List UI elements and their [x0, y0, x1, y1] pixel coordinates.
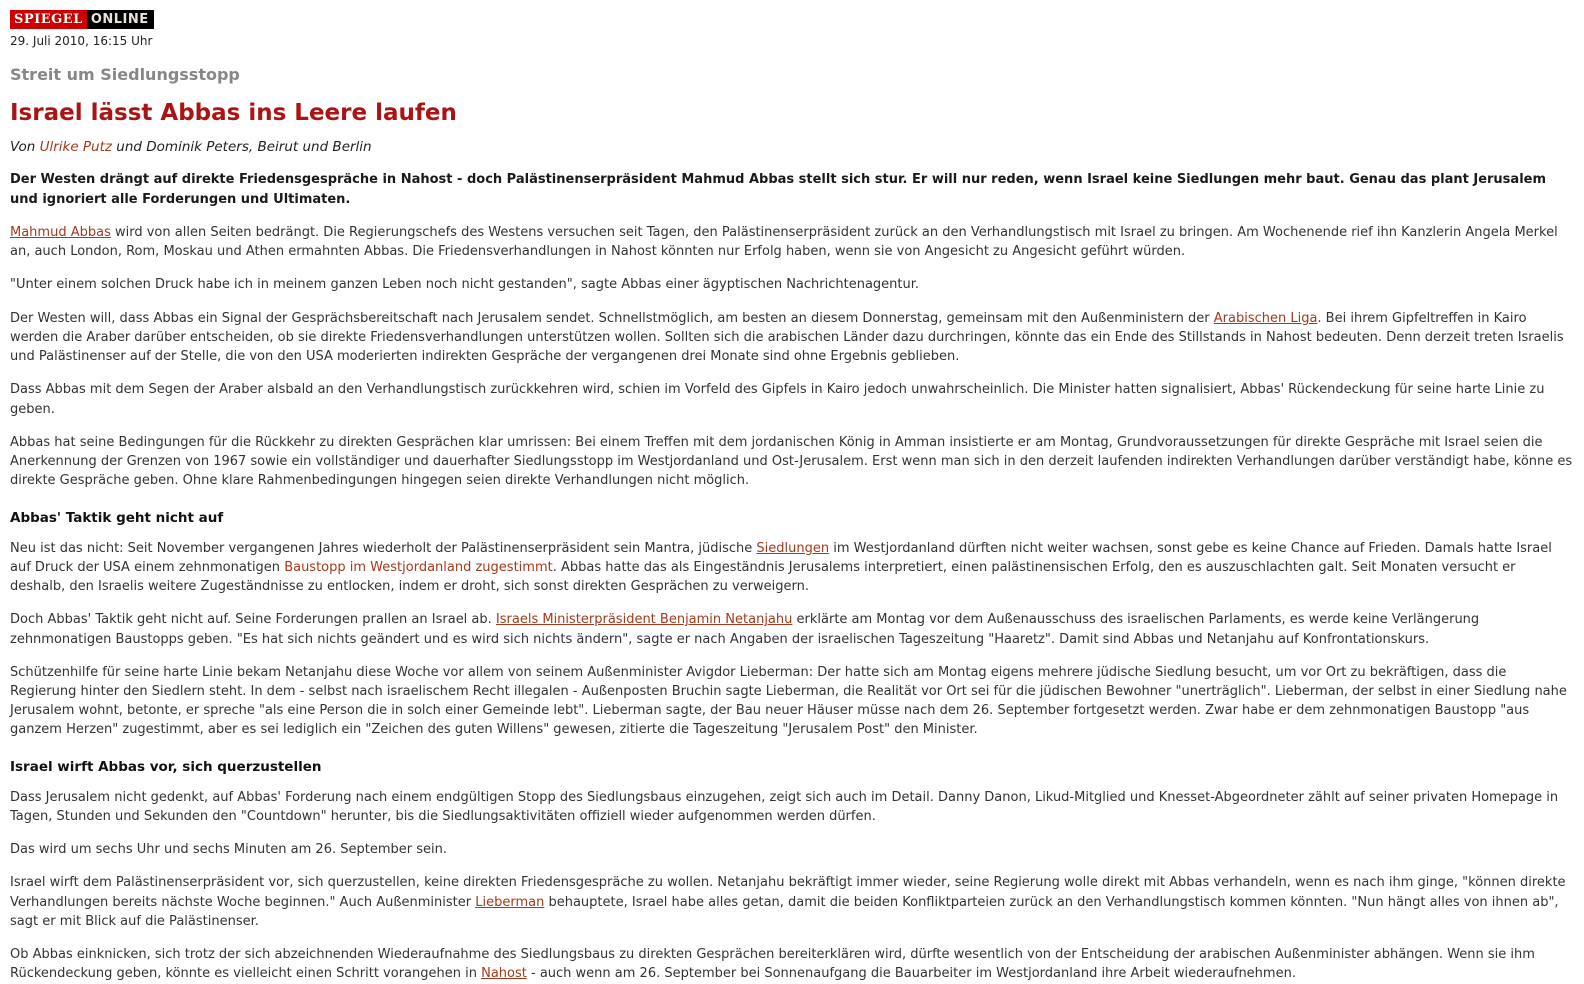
article-paragraph: Dass Abbas mit dem Segen der Araber alsbald an den Verhandlungstisch zurückkehren wird, schien im Vorfeld des Gipfels in Kairo jedoch unwahrscheinlich. Die Minister hatten signalisiert, Abbas' Rückendeckung für seine harte Linie zu geben. [10, 382, 1545, 417]
article-date: 29. Juli 2010, 16:15 Uhr [10, 34, 153, 48]
spiegel-online-logo[interactable] [10, 10, 154, 29]
article-paragraph: Ob Abbas einknicken, sich trotz der sich abzeichnenden Wiederaufnahme des Siedlungsbaus zu direkten Gesprächen bereiterklären wird, dürfte wesentlich von der Entscheidung der arabischen Außenminister abhängen. Wenn sie ihm Rückendeckung geben, könnte es vielleicht einen Schritt vorangehen in Nahost - auch wenn am 26. September bei Sonnenaufgang die Bauarbeiter im Westjordanland ihre Arbeit wiederaufnehmen. [10, 947, 1535, 982]
article-paragraph: Abbas hat seine Bedingungen für die Rückkehr zu direkten Gesprächen klar umrissen: Bei einem Treffen mit dem jordanischen König in Amman insistierte er am Montag, Grundvoraussetzungen für direkte Gespräche mit Israel seien die Anerkennung der Grenzen von 1967 sowie ein vollständiger und dauerhafter Siedlungsstopp im Westjordanland und Ost-Jerusalem. Erst wenn man sich in den derzeit laufenden indirekten Verhandlungen darüber verständigt habe, könne es direkte Gespräche geben. Ohne klare Rahmenbedingungen hingegen seien direkte Verhandlungen nicht möglich. [10, 434, 1573, 489]
article-byline: Von Ulrike Putz und Dominik Peters, Beirut und Berlin [10, 139, 372, 155]
inline-link[interactable]: Baustopp im Westjordanland zugestimmt [284, 559, 553, 575]
article-paragraph: Dass Jerusalem nicht gedenkt, auf Abbas' Forderung nach einem endgültigen Stopp des Siedlungsbaus einzugehen, zeigt sich auch im Detail. Danny Danon, Likud-Mitglied und Knesset-Abgeordneter zählt auf seiner privaten Homepage in Tagen, Stunden und Sekunden den "Countdown" herunter, bis die Siedlungsaktivitäten offiziell wieder aufgenommen werden dürfen. [10, 789, 1559, 824]
section-subheading: Abbas' Taktik geht nicht auf [10, 509, 224, 526]
article-paragraph: Neu ist das nicht: Seit November vergangenen Jahres wiederholt der Palästinenserpräsident sein Mantra, jüdische Siedlungen im Westjordanland dürften nicht weiter wachsen, sonst gebe es keine Chance auf Frieden. Damals hatte Israel auf Druck der USA einem zehnmonatigen Baustopp im Westjordanland zugestimmt. Abbas hatte das als Eingeständnis Jerusalems interpretiert, einen palästinensischen Erfolg, den es auszuschlachten galt. Seit Monaten versucht er deshalb, den Israelis weitere Zugeständnisse zu entlocken, indem er droht, sich sonst direkten Gesprächen zu verweigern. [10, 540, 1552, 595]
article-kicker: Streit um Siedlungsstopp [10, 65, 240, 84]
inline-link[interactable]: Nahost [481, 966, 527, 982]
article-lead: Der Westen drängt auf direkte Friedensgespräche in Nahost - doch Palästinenserpräsident Mahmud Abbas stellt sich stur. Er will nur reden, wenn Israel keine Siedlungen mehr baut. Genau das plant Jerusalem und ignoriert alle Forderungen und Ultimaten. [10, 172, 1547, 207]
inline-link[interactable]: Israels Ministerpräsident Benjamin Netanjahu [495, 612, 793, 628]
article-headline: Israel lässt Abbas ins Leere laufen [10, 100, 457, 126]
article-body [10, 223, 1574, 984]
article-paragraph: Doch Abbas' Taktik geht nicht auf. Seine Forderungen prallen an Israel ab. Israels Ministerpräsident Benjamin Netanjahu erklärte am Montag vor dem Außenausschuss des israelischen Parlaments, es werde keine Verlängerung zehnmonatigen Baustopps geben. "Es hat sich nichts geändert und es wird sich nichts ändern", sagte er nach Angaben der israelischen Tageszeitung "Haaretz". Damit sind Abbas und Netanjahu auf Konfrontationskurs. [10, 612, 1480, 647]
inline-link[interactable]: Ulrike Putz [39, 139, 112, 155]
article-paragraph: Mahmud Abbas wird von allen Seiten bedrängt. Die Regierungschefs des Westens versuchen seit Tagen, den Palästinenserpräsident zurück an den Verhandlungstisch mit Israel zu bringen. Am Wochenende rief ihn Kanzlerin Angela Merkel an, auch London, Rom, Moskau und Athen ermahnten Abbas. Die Friedensverhandlungen in Nahost könnten nur Erfolg haben, wenn sie von Angesicht zu Angesicht geführt würden. [10, 225, 1558, 260]
section-subheading: Israel wirft Abbas vor, sich querzustellen [10, 758, 322, 775]
logo-online-badge: ONLINE [87, 10, 154, 29]
article-paragraph: Der Westen will, dass Abbas ein Signal der Gesprächsbereitschaft nach Jerusalem sendet. Schnellstmöglich, am besten an diesem Donnerstag, gemeinsam mit den Außenministern der Arabischen Liga. Bei ihrem Gipfeltreffen in Kairo werden die Araber darüber entscheiden, ob sie direkte Friedensverhandlungen unterstützen wollen. Sollten sich die arabischen Länder dazu durchringen, könnte das ein Ende des Stillstands in Nahost bedeuten. Denn derzeit treten Israelis und Palästinenser auf der Stelle, die von den USA moderierten indirekten Gespräche der vergangenen drei Monate sind ohne Ergebnis geblieben. [10, 310, 1564, 365]
logo-spiegel-badge: SPIEGEL [10, 10, 87, 29]
inline-link[interactable]: Lieberman [475, 894, 545, 910]
article-paragraph: Das wird um sechs Uhr und sechs Minuten am 26. September sein. [10, 842, 447, 858]
article-paragraph: Israel wirft dem Palästinenserpräsident vor, sich querzustellen, keine direkten Friedensgespräche zu wollen. Netanjahu bekräftigt immer wieder, seine Regierung wolle direkt mit Abbas verhandeln, wenn es nach ihm ginge, "können direkte Verhandlungen bereits nächste Woche beginnen." Auch Außenminister Lieberman behauptete, Israel habe alles getan, damit die beiden Konfliktparteien zurück an den Verhandlungstisch kommen könnten. "Nun hängt alles von ihnen ab", sagt er mit Blick auf die Palästinenser. [10, 875, 1566, 929]
inline-link[interactable]: Mahmud Abbas [10, 225, 111, 240]
article-paragraph: "Unter einem solchen Druck habe ich in meinem ganzen Leben noch nicht gestanden", sagte Abbas einer ägyptischen Nachrichtenagentur. [10, 277, 920, 293]
inline-link[interactable]: Siedlungen [756, 540, 830, 556]
inline-link[interactable]: Arabischen Liga [1213, 310, 1318, 326]
article-paragraph: Schützenhilfe für seine harte Linie bekam Netanjahu diese Woche vor allem von seinem Außenminister Avigdor Lieberman: Der hatte sich am Montag eigens mehrere jüdische Siedlung besucht, um vor Ort zu bekräftigen, dass die Regierung hinter den Siedlern steht. In dem - selbst nach israelischem Recht illegalen - Außenposten Bruchin sagte Lieberman, die Realität vor Ort sei für die jüdischen Bewohner "unerträglich". Lieberman, der selbst in einer Siedlung nahe Jerusalem wohnt, betonte, er spreche "als eine Person die in solch einer Gemeinde lebt". Lieberman sagte, der Bau neuer Häuser müsse nach dem 26. September fortgesetzt werden. Zwar habe er dem zehnmonatigen Baustopp "aus ganzem Herzen" zugestimmt, aber es sei lediglich ein "Zeichen des guten Willens" gewesen, zitierte die Tageszeitung "Jerusalem Post" den Minister. [10, 664, 1567, 738]
